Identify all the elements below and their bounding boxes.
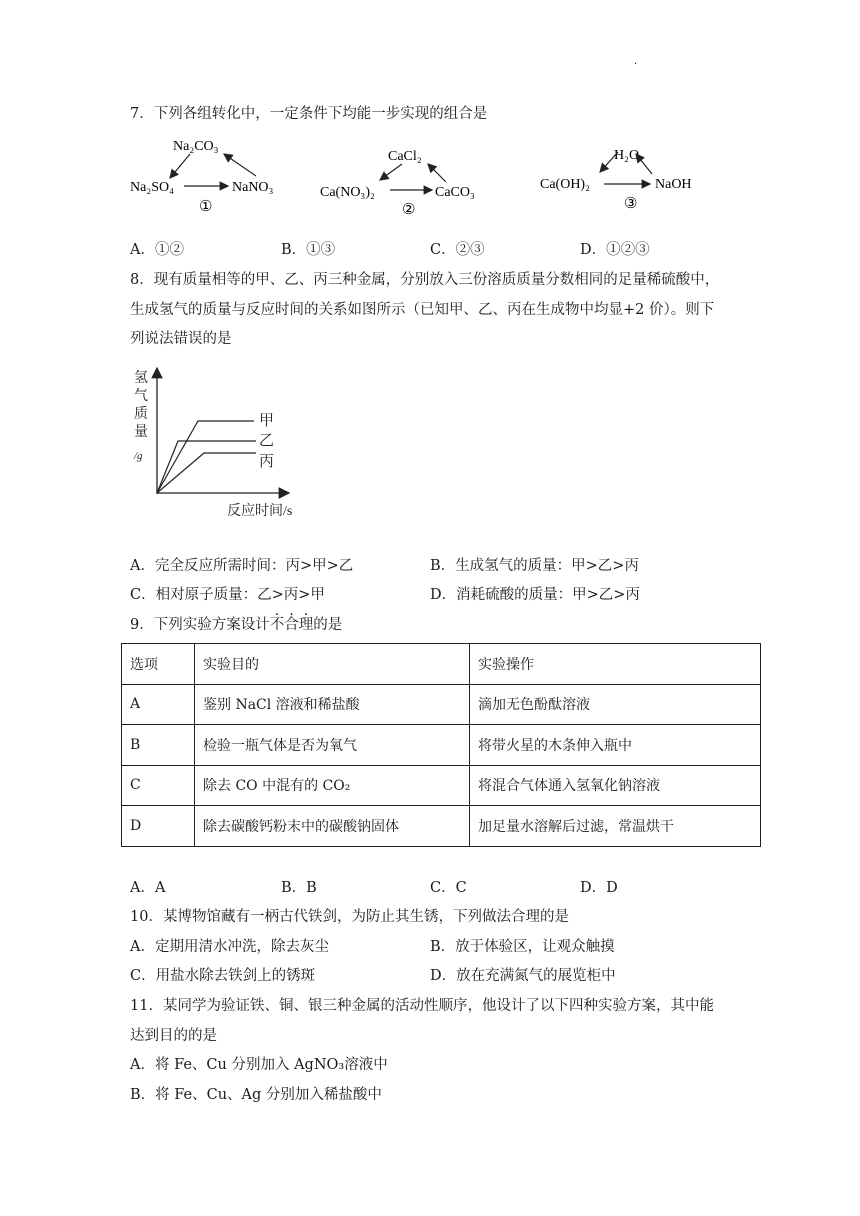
q11-option-a[interactable]: A．将 Fe、Cu 分别加入 AgNO₃溶液中 [130, 1057, 388, 1073]
d2-right: CaCO₃ [435, 185, 475, 200]
q7-diagram-1 [128, 134, 298, 216]
series-jia: 甲 [259, 413, 275, 429]
ylabel-2: 气 [134, 389, 148, 404]
table-header-row [122, 644, 761, 685]
d1-top: Na₂CO₃ [173, 139, 219, 154]
d3-left: Ca(OH)₂ [540, 177, 590, 192]
ylabel-3: 质 [134, 407, 148, 422]
d1-left: Na₂SO₄ [130, 180, 174, 195]
q7-option-c[interactable]: C．②③ [430, 242, 485, 258]
q10-stem: 10．某博物馆藏有一柄古代铁剑，为防止其生锈，下列做法合理的是 [130, 909, 569, 925]
table-row [122, 684, 761, 725]
cell-operation: 将带火星的木条伸入瓶中 [470, 725, 761, 766]
q10-option-b[interactable]: B．放于体验区，让观众触摸 [430, 939, 615, 955]
cell-purpose: 除去碳酸钙粉末中的碳酸钠固体 [195, 806, 470, 847]
q7-diagram-2 [318, 144, 498, 220]
d3-top: H₂O [614, 148, 640, 163]
d3-num: ③ [624, 196, 638, 212]
q8-option-c[interactable]: C．相对原子质量：乙>丙>甲 [130, 587, 325, 603]
q7-diagram-3 [538, 144, 708, 214]
series-bing: 丙 [259, 454, 275, 470]
q9-stem [130, 616, 342, 634]
page-dot: · [634, 59, 638, 70]
q9-stem-post: 的是 [313, 617, 343, 633]
q9-option-b[interactable]: B．B [281, 880, 317, 896]
cell-operation: 滴加无色酚酞溶液 [470, 684, 761, 725]
cell-operation: 加足量水溶解后过滤，常温烘干 [470, 806, 761, 847]
ylabel-4: 量 [134, 425, 148, 440]
q8-line1: 8．现有质量相等的甲、乙、丙三种金属，分别放入三份溶质质量分数相同的足量稀硫酸中， [130, 272, 720, 288]
q10-option-c[interactable]: C．用盐水除去铁剑上的锈斑 [130, 968, 316, 984]
q8-line2: 生成氢气的质量与反应时间的关系如图所示（已知甲、乙、丙在生成物中均显+2 价）。则下 [130, 302, 715, 318]
xlabel: 反应时间/s [227, 504, 293, 519]
q9-emph-1: 不 [269, 617, 285, 633]
d3-right: NaOH [655, 177, 692, 192]
d1-right: NaNO₃ [232, 180, 274, 195]
q9-option-a[interactable]: A．A [130, 880, 166, 896]
q11-option-b[interactable]: B．将 Fe、Cu、Ag 分别加入稀盐酸中 [130, 1087, 382, 1103]
q8-option-d[interactable]: D．消耗硫酸的质量：甲>乙>丙 [430, 587, 640, 603]
q9-option-c[interactable]: C．C [430, 880, 467, 896]
cell-purpose: 鉴别 NaCl 溶液和稀盐酸 [195, 684, 470, 725]
cell-option: B [122, 725, 195, 766]
cell-operation: 将混合气体通入氢氧化钠溶液 [470, 765, 761, 806]
q11-line1: 11．某同学为验证铁、铜、银三种金属的活动性顺序，他设计了以下四种实验方案，其中能 [130, 998, 714, 1014]
cell-option: D [122, 806, 195, 847]
cell-purpose: 检验一瓶气体是否为氧气 [195, 725, 470, 766]
q9-table [121, 643, 761, 847]
q7-option-d[interactable]: D．①②③ [580, 242, 650, 258]
q10-option-d[interactable]: D．放在充满氮气的展览柜中 [430, 968, 616, 984]
series-yi: 乙 [259, 433, 275, 449]
ylabel-1: 氢 [134, 371, 148, 386]
q8-option-b[interactable]: B．生成氢气的质量：甲>乙>丙 [430, 558, 639, 574]
q7-option-b[interactable]: B．①③ [281, 242, 336, 258]
q9-option-d[interactable]: D．D [580, 880, 618, 896]
d2-num: ② [402, 202, 416, 218]
q8-option-a[interactable]: A．完全反应所需时间：丙>甲>乙 [130, 558, 354, 574]
q8-line3: 列说法错误的是 [130, 331, 232, 347]
cell-purpose: 除去 CO 中混有的 CO₂ [195, 765, 470, 806]
q11-line2: 达到目的的是 [130, 1028, 217, 1044]
table-row [122, 725, 761, 766]
table-row [122, 765, 761, 806]
q9-stem-pre: 9．下列实验方案设计 [130, 617, 270, 633]
q9-emph-3: 理 [298, 617, 314, 633]
d1-num: ① [199, 199, 213, 215]
ylabel-5: /g [134, 450, 143, 462]
d2-top: CaCl₂ [388, 149, 422, 164]
q10-option-a[interactable]: A．定期用清水冲洗，除去灰尘 [130, 939, 329, 955]
d2-left: Ca(NO₃)₂ [320, 185, 375, 200]
q8-graph [126, 362, 316, 522]
table-row [122, 806, 761, 847]
q7-stem: 7．下列各组转化中，一定条件下均能一步实现的组合是 [130, 106, 488, 122]
q9-emph-2: 合 [284, 617, 299, 633]
header-operation: 实验操作 [470, 644, 761, 685]
header-option: 选项 [122, 644, 195, 685]
cell-option: C [122, 765, 195, 806]
q7-option-a[interactable]: A．①② [130, 242, 184, 258]
header-purpose: 实验目的 [195, 644, 470, 685]
cell-option: A [122, 684, 195, 725]
